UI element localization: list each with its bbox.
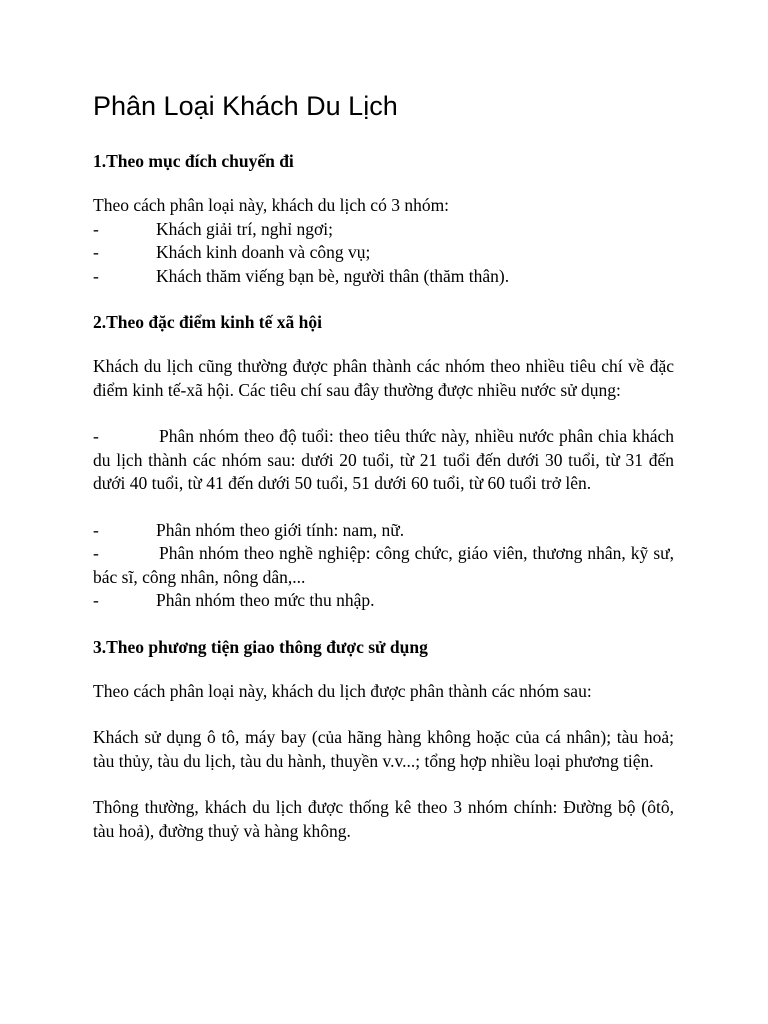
list-item	[93, 241, 674, 265]
bullet-dash: -	[93, 543, 99, 563]
bullet-dash: -	[93, 242, 99, 262]
bullet-dash: -	[93, 265, 99, 286]
spacer	[93, 496, 674, 519]
list-item-age	[93, 425, 674, 496]
section-2-intro: Khách du lịch cũng thường được phân thành các nhóm theo nhiều tiêu chí về đặc điểm kinh tế-xã hội. Các tiêu chí sau đây thường được nhiều nước sử dụng:	[93, 356, 674, 400]
section-2-heading: 2.Theo đặc điểm kinh tế xã hội	[93, 312, 322, 332]
list-item-gender	[93, 519, 674, 543]
section-3-paragraph-stats: Thông thường, khách du lịch được thống kê theo 3 nhóm chính: Đường bộ (ôtô, tàu hoả), đường thuỷ và hàng không.	[93, 797, 674, 841]
section-3-heading: 3.Theo phương tiện giao thông được sử dụng	[93, 636, 428, 657]
list-item-income	[93, 589, 674, 613]
list-item-text: Phân nhóm theo mức thu nhập.	[156, 590, 375, 610]
document-title: Phân Loại Khách Du Lịch	[93, 91, 398, 121]
spacer	[93, 288, 674, 311]
spacer	[93, 773, 674, 796]
spacer	[93, 703, 674, 726]
section-1-heading: 1.Theo mục đích chuyến đi	[93, 151, 294, 171]
list-item-text: Phân nhóm theo độ tuổi: theo tiêu thức này, nhiều nước phân chia khách du lịch thành các nhóm sau: dưới 20 tuổi, từ 21 tuổi đến dưới 30 tuổi, từ 31 đến dưới 40 tuổi, từ 41 đến dưới 50 tuổi, 51 dưới 60 tuổi, từ 60 tuổi trở lên.	[93, 426, 674, 493]
section-3-intro: Theo cách phân loại này, khách du lịch được phân thành các nhóm sau:	[93, 680, 592, 701]
list-item-text: Phân nhóm theo nghề nghiệp: công chức, giáo viên, thương nhân, kỹ sư, bác sĩ, công nhân, nông dân,...	[93, 543, 674, 587]
spacer	[93, 402, 674, 425]
list-item-text: Khách giải trí, nghỉ ngơi;	[156, 218, 333, 239]
section-1-intro: Theo cách phân loại này, khách du lịch có 3 nhóm:	[93, 195, 450, 215]
list-item	[93, 218, 674, 242]
bullet-dash: -	[93, 519, 99, 540]
list-item-job	[93, 542, 674, 589]
bullet-dash: -	[93, 590, 99, 610]
list-item-text: Khách kinh doanh và công vụ;	[156, 242, 371, 262]
spacer	[93, 613, 674, 636]
list-item-text: Khách thăm viếng bạn bè, người thân (thăm thân).	[156, 265, 510, 286]
list-item	[93, 265, 674, 289]
section-3-paragraph-transport: Khách sử dụng ô tô, máy bay (của hãng hàng không hoặc của cá nhân); tàu hoả; tàu thủy, tàu du lịch, tàu du hành, thuyền v.v...; tổng hợp nhiều loại phương tiện.	[93, 727, 674, 771]
bullet-dash: -	[93, 426, 99, 446]
list-item-text: Phân nhóm theo giới tính: nam, nữ.	[156, 519, 405, 540]
bullet-dash: -	[93, 218, 99, 239]
document-page	[93, 86, 674, 843]
